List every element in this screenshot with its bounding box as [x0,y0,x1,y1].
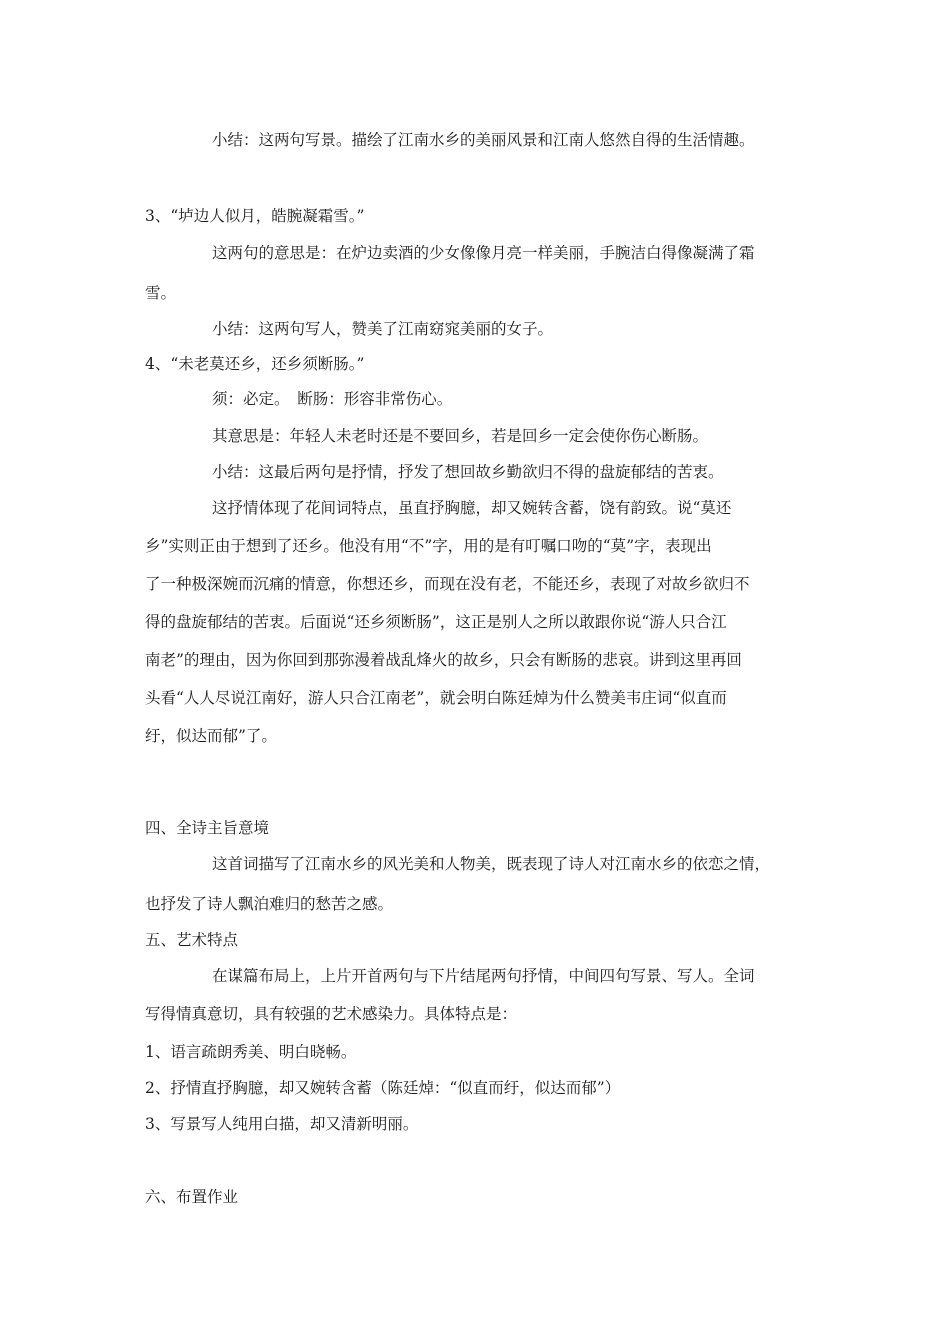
meaning-line: 其意思是：年轻人未老时还是不要回乡，若是回乡一定会使你伤心断肠。 [212,427,709,445]
art-line-2: 写得情真意切，具有较强的艺术感染力。具体特点是： [145,1005,518,1023]
paragraph-line-6: 头看“人人尽说江南好，游人只合江南老”，就会明白陈廷焯为什么赞美韦庄词“似直而 [145,689,727,707]
summary-scenery: 小结：这两句写景。描绘了江南水乡的美丽风景和江南人悠然自得的生活情趣。 [212,131,755,149]
paragraph-line-4: 得的盘旋郁结的苦衷。后面说“还乡须断肠”，这正是别人之所以敢跟你说“游人只合江 [145,613,727,631]
section-3-heading: 3、“垆边人似月，皓腕凝霜雪。” [145,207,365,225]
paragraph-line-5: 南老”的理由，因为你回到那弥漫着战乱烽火的故乡，只会有断肠的悲哀。讲到这里再回 [145,651,742,669]
feature-1: 1、语言疏朗秀美、明白晓畅。 [145,1043,357,1061]
paragraph-line-7: 纡，似达而郁”了。 [145,727,277,745]
summary-people: 小结：这两句写人，赞美了江南窈窕美丽的女子。 [212,320,554,338]
section-six-heading: 六、布置作业 [145,1188,239,1206]
paragraph-line-2: 乡”实则正由于想到了还乡。他没有用“不”字，用的是有叮嘱口吻的“莫”字，表现出 [145,537,712,555]
meaning-line-2: 雪。 [145,284,177,302]
meaning-line-1: 这两句的意思是：在炉边卖酒的少女像像月亮一样美丽，手腕洁白得像凝满了霜 [212,244,755,262]
word-gloss: 须：必定。 断肠：形容非常伤心。 [212,390,453,408]
section-4-heading: 4、“未老莫还乡，还乡须断肠。” [145,355,365,373]
feature-3: 3、写景写人纯用白描，却又清新明丽。 [145,1115,419,1133]
section-four-heading: 四、全诗主旨意境 [145,819,270,837]
theme-line-1: 这首词描写了江南水乡的风光美和人物美，既表现了诗人对江南水乡的依恋之情， [212,855,771,873]
paragraph-line-3: 了一种极深婉而沉痛的情意，你想还乡，而现在没有老，不能还乡，表现了对故乡欲归不 [145,575,750,593]
summary-lyric: 小结：这最后两句是抒情，抒发了想回故乡勤欲归不得的盘旋郁结的苦衷。 [212,463,724,481]
art-line-1: 在谋篇布局上，上片开首两句与下片结尾两句抒情，中间四句写景、写人。全词 [212,967,755,985]
theme-line-2: 也抒发了诗人飘泊难归的愁苦之感。 [145,895,394,913]
section-five-heading: 五、艺术特点 [145,931,239,949]
paragraph-line-1: 这抒情体现了花间词特点，虽直抒胸臆，却又婉转含蓄，饶有韵致。说“莫还 [212,499,732,517]
feature-2: 2、抒情直抒胸臆，却又婉转含蓄（陈廷焯：“似直而纡，似达而郁”） [145,1079,621,1097]
